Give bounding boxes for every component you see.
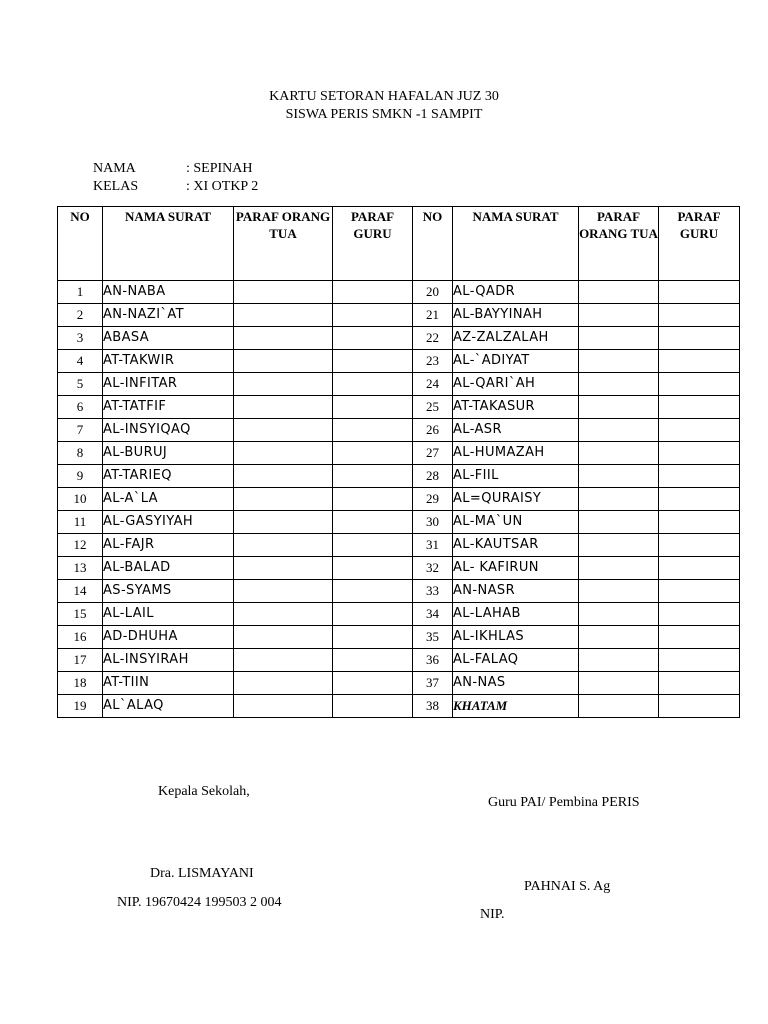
- surat-left-cell: AS-SYAMS: [103, 580, 234, 603]
- surat-right-cell: AL-FALAQ: [453, 649, 579, 672]
- paraf-orang-tua-left-cell: [234, 672, 333, 695]
- paraf-guru-left-cell: [333, 649, 413, 672]
- surat-right-cell: AN-NASR: [453, 580, 579, 603]
- paraf-guru-left-cell: [333, 557, 413, 580]
- paraf-guru-right-cell: [659, 419, 740, 442]
- paraf-orang-tua-left-cell: [234, 327, 333, 350]
- no-left-cell: 19: [58, 695, 103, 718]
- no-left-cell: 11: [58, 511, 103, 534]
- no-right-cell: 38: [413, 695, 453, 718]
- paraf-orang-tua-left-cell: [234, 580, 333, 603]
- paraf-guru-right-cell: [659, 373, 740, 396]
- paraf-guru-right-cell: [659, 327, 740, 350]
- table-row: [58, 672, 740, 695]
- kepala-sekolah-title: Kepala Sekolah,: [158, 784, 250, 799]
- surat-left-cell: AL-BURUJ: [103, 442, 234, 465]
- surat-left-cell: AT-TAKWIR: [103, 350, 234, 373]
- paraf-orang-tua-right-cell: [579, 672, 659, 695]
- paraf-orang-tua-right-cell: [579, 511, 659, 534]
- paraf-orang-tua-left-cell: [234, 442, 333, 465]
- no-left-cell: 3: [58, 327, 103, 350]
- paraf-guru-right-cell: [659, 649, 740, 672]
- paraf-guru-left-cell: [333, 511, 413, 534]
- paraf-orang-tua-left-cell: [234, 373, 333, 396]
- paraf-orang-tua-left-cell: [234, 419, 333, 442]
- surat-right-cell: AL-QADR: [453, 281, 579, 304]
- paraf-orang-tua-right-cell: [579, 396, 659, 419]
- surat-right-cell: AN-NAS: [453, 672, 579, 695]
- no-left-cell: 4: [58, 350, 103, 373]
- paraf-orang-tua-left-cell: [234, 534, 333, 557]
- surat-right-cell: AL-BAYYINAH: [453, 304, 579, 327]
- paraf-guru-right-cell: [659, 511, 740, 534]
- table-row: [58, 534, 740, 557]
- no-right-cell: 34: [413, 603, 453, 626]
- no-right-cell: 29: [413, 488, 453, 511]
- table-row: [58, 396, 740, 419]
- class-value: : XI OTKP 2: [186, 179, 259, 194]
- paraf-guru-right-cell: [659, 534, 740, 557]
- no-left-cell: 7: [58, 419, 103, 442]
- guru-pai-title: Guru PAI/ Pembina PERIS: [488, 795, 640, 810]
- surat-right-cell: AL-MA`UN: [453, 511, 579, 534]
- no-left-cell: 1: [58, 281, 103, 304]
- no-right-cell: 25: [413, 396, 453, 419]
- paraf-orang-tua-right-cell: [579, 281, 659, 304]
- surat-left-cell: AN-NABA: [103, 281, 234, 304]
- header-no-right: NO: [413, 207, 453, 281]
- surat-left-cell: AL-BALAD: [103, 557, 234, 580]
- table-row: [58, 327, 740, 350]
- header-paraf-orang-tua-right: PARAF ORANG TUA: [579, 207, 659, 281]
- surat-right-cell: AL-`ADIYAT: [453, 350, 579, 373]
- paraf-orang-tua-left-cell: [234, 281, 333, 304]
- surat-right-cell: AL-HUMAZAH: [453, 442, 579, 465]
- paraf-guru-right-cell: [659, 488, 740, 511]
- paraf-orang-tua-left-cell: [234, 304, 333, 327]
- table-row: [58, 281, 740, 304]
- paraf-guru-left-cell: [333, 442, 413, 465]
- no-left-cell: 12: [58, 534, 103, 557]
- no-left-cell: 13: [58, 557, 103, 580]
- paraf-orang-tua-left-cell: [234, 350, 333, 373]
- surat-left-cell: AT-TARIEQ: [103, 465, 234, 488]
- no-right-cell: 26: [413, 419, 453, 442]
- table-row: [58, 465, 740, 488]
- table-row: [58, 649, 740, 672]
- no-right-cell: 22: [413, 327, 453, 350]
- paraf-guru-left-cell: [333, 488, 413, 511]
- paraf-orang-tua-right-cell: [579, 603, 659, 626]
- paraf-guru-right-cell: [659, 557, 740, 580]
- header-paraf-guru-right: PARAF GURU: [659, 207, 740, 281]
- student-name-row: [93, 160, 253, 178]
- header-paraf-guru-left: PARAF GURU: [333, 207, 413, 281]
- guru-pai-nip: NIP.: [480, 907, 505, 922]
- surat-left-cell: AL-LAIL: [103, 603, 234, 626]
- surat-left-cell: AL-A`LA: [103, 488, 234, 511]
- surat-right-cell: AL-QARI`AH: [453, 373, 579, 396]
- header-no-left: NO: [58, 207, 103, 281]
- paraf-orang-tua-right-cell: [579, 350, 659, 373]
- surat-left-cell: AL-GASYIYAH: [103, 511, 234, 534]
- student-class-row: [93, 178, 258, 196]
- paraf-guru-left-cell: [333, 419, 413, 442]
- surat-left-cell: AT-TATFIF: [103, 396, 234, 419]
- paraf-orang-tua-right-cell: [579, 419, 659, 442]
- no-right-cell: 36: [413, 649, 453, 672]
- surat-left-cell: AD-DHUHA: [103, 626, 234, 649]
- paraf-orang-tua-right-cell: [579, 580, 659, 603]
- paraf-guru-right-cell: [659, 396, 740, 419]
- no-left-cell: 6: [58, 396, 103, 419]
- no-left-cell: 16: [58, 626, 103, 649]
- paraf-guru-right-cell: [659, 442, 740, 465]
- paraf-guru-left-cell: [333, 603, 413, 626]
- paraf-guru-left-cell: [333, 695, 413, 718]
- no-left-cell: 5: [58, 373, 103, 396]
- no-right-cell: 28: [413, 465, 453, 488]
- no-left-cell: 9: [58, 465, 103, 488]
- paraf-orang-tua-right-cell: [579, 649, 659, 672]
- no-left-cell: 10: [58, 488, 103, 511]
- no-right-cell: 30: [413, 511, 453, 534]
- header-nama-surat-left: NAMA SURAT: [103, 207, 234, 281]
- paraf-guru-left-cell: [333, 534, 413, 557]
- table-row: [58, 442, 740, 465]
- table-row: [58, 695, 740, 718]
- paraf-orang-tua-right-cell: [579, 327, 659, 350]
- paraf-guru-left-cell: [333, 281, 413, 304]
- surat-right-cell: AL-ASR: [453, 419, 579, 442]
- paraf-guru-right-cell: [659, 672, 740, 695]
- surat-left-cell: AN-NAZI`AT: [103, 304, 234, 327]
- table-row: [58, 419, 740, 442]
- surat-left-cell: AL-INFITAR: [103, 373, 234, 396]
- no-left-cell: 15: [58, 603, 103, 626]
- no-right-cell: 21: [413, 304, 453, 327]
- paraf-guru-left-cell: [333, 304, 413, 327]
- paraf-orang-tua-left-cell: [234, 511, 333, 534]
- no-right-cell: 20: [413, 281, 453, 304]
- paraf-guru-right-cell: [659, 580, 740, 603]
- no-right-cell: 33: [413, 580, 453, 603]
- table-row: [58, 511, 740, 534]
- surat-right-cell: AL=QURAISY: [453, 488, 579, 511]
- no-right-cell: 37: [413, 672, 453, 695]
- no-left-cell: 8: [58, 442, 103, 465]
- paraf-guru-right-cell: [659, 695, 740, 718]
- paraf-guru-right-cell: [659, 465, 740, 488]
- paraf-orang-tua-left-cell: [234, 396, 333, 419]
- hafalan-table: [57, 206, 740, 718]
- paraf-guru-left-cell: [333, 580, 413, 603]
- paraf-orang-tua-right-cell: [579, 695, 659, 718]
- paraf-orang-tua-left-cell: [234, 649, 333, 672]
- paraf-guru-left-cell: [333, 672, 413, 695]
- paraf-guru-right-cell: [659, 304, 740, 327]
- document-title: KARTU SETORAN HAFALAN JUZ 30: [269, 89, 499, 104]
- table-row: [58, 373, 740, 396]
- paraf-orang-tua-right-cell: [579, 304, 659, 327]
- surat-right-cell: AT-TAKASUR: [453, 396, 579, 419]
- paraf-orang-tua-right-cell: [579, 557, 659, 580]
- table-row: [58, 350, 740, 373]
- paraf-orang-tua-right-cell: [579, 626, 659, 649]
- table-row: [58, 557, 740, 580]
- surat-right-cell: AL-FIIL: [453, 465, 579, 488]
- paraf-guru-left-cell: [333, 327, 413, 350]
- surat-left-cell: AT-TIIN: [103, 672, 234, 695]
- no-right-cell: 24: [413, 373, 453, 396]
- paraf-guru-right-cell: [659, 626, 740, 649]
- paraf-orang-tua-left-cell: [234, 626, 333, 649]
- paraf-orang-tua-right-cell: [579, 488, 659, 511]
- name-label: NAMA: [93, 161, 136, 176]
- paraf-guru-left-cell: [333, 350, 413, 373]
- no-left-cell: 2: [58, 304, 103, 327]
- no-right-cell: 23: [413, 350, 453, 373]
- paraf-orang-tua-left-cell: [234, 603, 333, 626]
- no-left-cell: 18: [58, 672, 103, 695]
- no-right-cell: 27: [413, 442, 453, 465]
- no-left-cell: 17: [58, 649, 103, 672]
- table-row: [58, 580, 740, 603]
- paraf-orang-tua-right-cell: [579, 534, 659, 557]
- surat-left-cell: AL`ALAQ: [103, 695, 234, 718]
- surat-left-cell: ABASA: [103, 327, 234, 350]
- header-nama-surat-right: NAMA SURAT: [453, 207, 579, 281]
- paraf-orang-tua-right-cell: [579, 373, 659, 396]
- kepala-sekolah-name: Dra. LISMAYANI: [150, 866, 254, 881]
- header-paraf-orang-tua-left: PARAF ORANG TUA: [234, 207, 333, 281]
- kepala-sekolah-nip: NIP. 19670424 199503 2 004: [117, 895, 282, 910]
- paraf-orang-tua-left-cell: [234, 695, 333, 718]
- surat-left-cell: AL-INSYIQAQ: [103, 419, 234, 442]
- paraf-guru-left-cell: [333, 626, 413, 649]
- no-right-cell: 35: [413, 626, 453, 649]
- paraf-orang-tua-left-cell: [234, 557, 333, 580]
- no-right-cell: 32: [413, 557, 453, 580]
- surat-right-cell: KHATAM: [453, 695, 579, 718]
- no-left-cell: 14: [58, 580, 103, 603]
- paraf-orang-tua-left-cell: [234, 488, 333, 511]
- paraf-orang-tua-right-cell: [579, 465, 659, 488]
- table-header-row: [58, 207, 740, 281]
- table-row: [58, 603, 740, 626]
- paraf-guru-left-cell: [333, 465, 413, 488]
- surat-left-cell: AL-INSYIRAH: [103, 649, 234, 672]
- paraf-guru-left-cell: [333, 396, 413, 419]
- table-row: [58, 488, 740, 511]
- surat-right-cell: AL-KAUTSAR: [453, 534, 579, 557]
- surat-right-cell: AL-IKHLAS: [453, 626, 579, 649]
- guru-pai-name: PAHNAI S. Ag: [524, 879, 611, 894]
- paraf-orang-tua-left-cell: [234, 465, 333, 488]
- surat-right-cell: AZ-ZALZALAH: [453, 327, 579, 350]
- document-subtitle: SISWA PERIS SMKN -1 SAMPIT: [285, 107, 483, 122]
- paraf-orang-tua-right-cell: [579, 442, 659, 465]
- surat-right-cell: AL-LAHAB: [453, 603, 579, 626]
- surat-right-cell: AL- KAFIRUN: [453, 557, 579, 580]
- paraf-guru-right-cell: [659, 350, 740, 373]
- surat-left-cell: AL-FAJR: [103, 534, 234, 557]
- class-label: KELAS: [93, 179, 139, 194]
- paraf-guru-right-cell: [659, 603, 740, 626]
- no-right-cell: 31: [413, 534, 453, 557]
- paraf-guru-right-cell: [659, 281, 740, 304]
- table-row: [58, 626, 740, 649]
- table-row: [58, 304, 740, 327]
- name-value: : SEPINAH: [186, 161, 253, 176]
- paraf-guru-left-cell: [333, 373, 413, 396]
